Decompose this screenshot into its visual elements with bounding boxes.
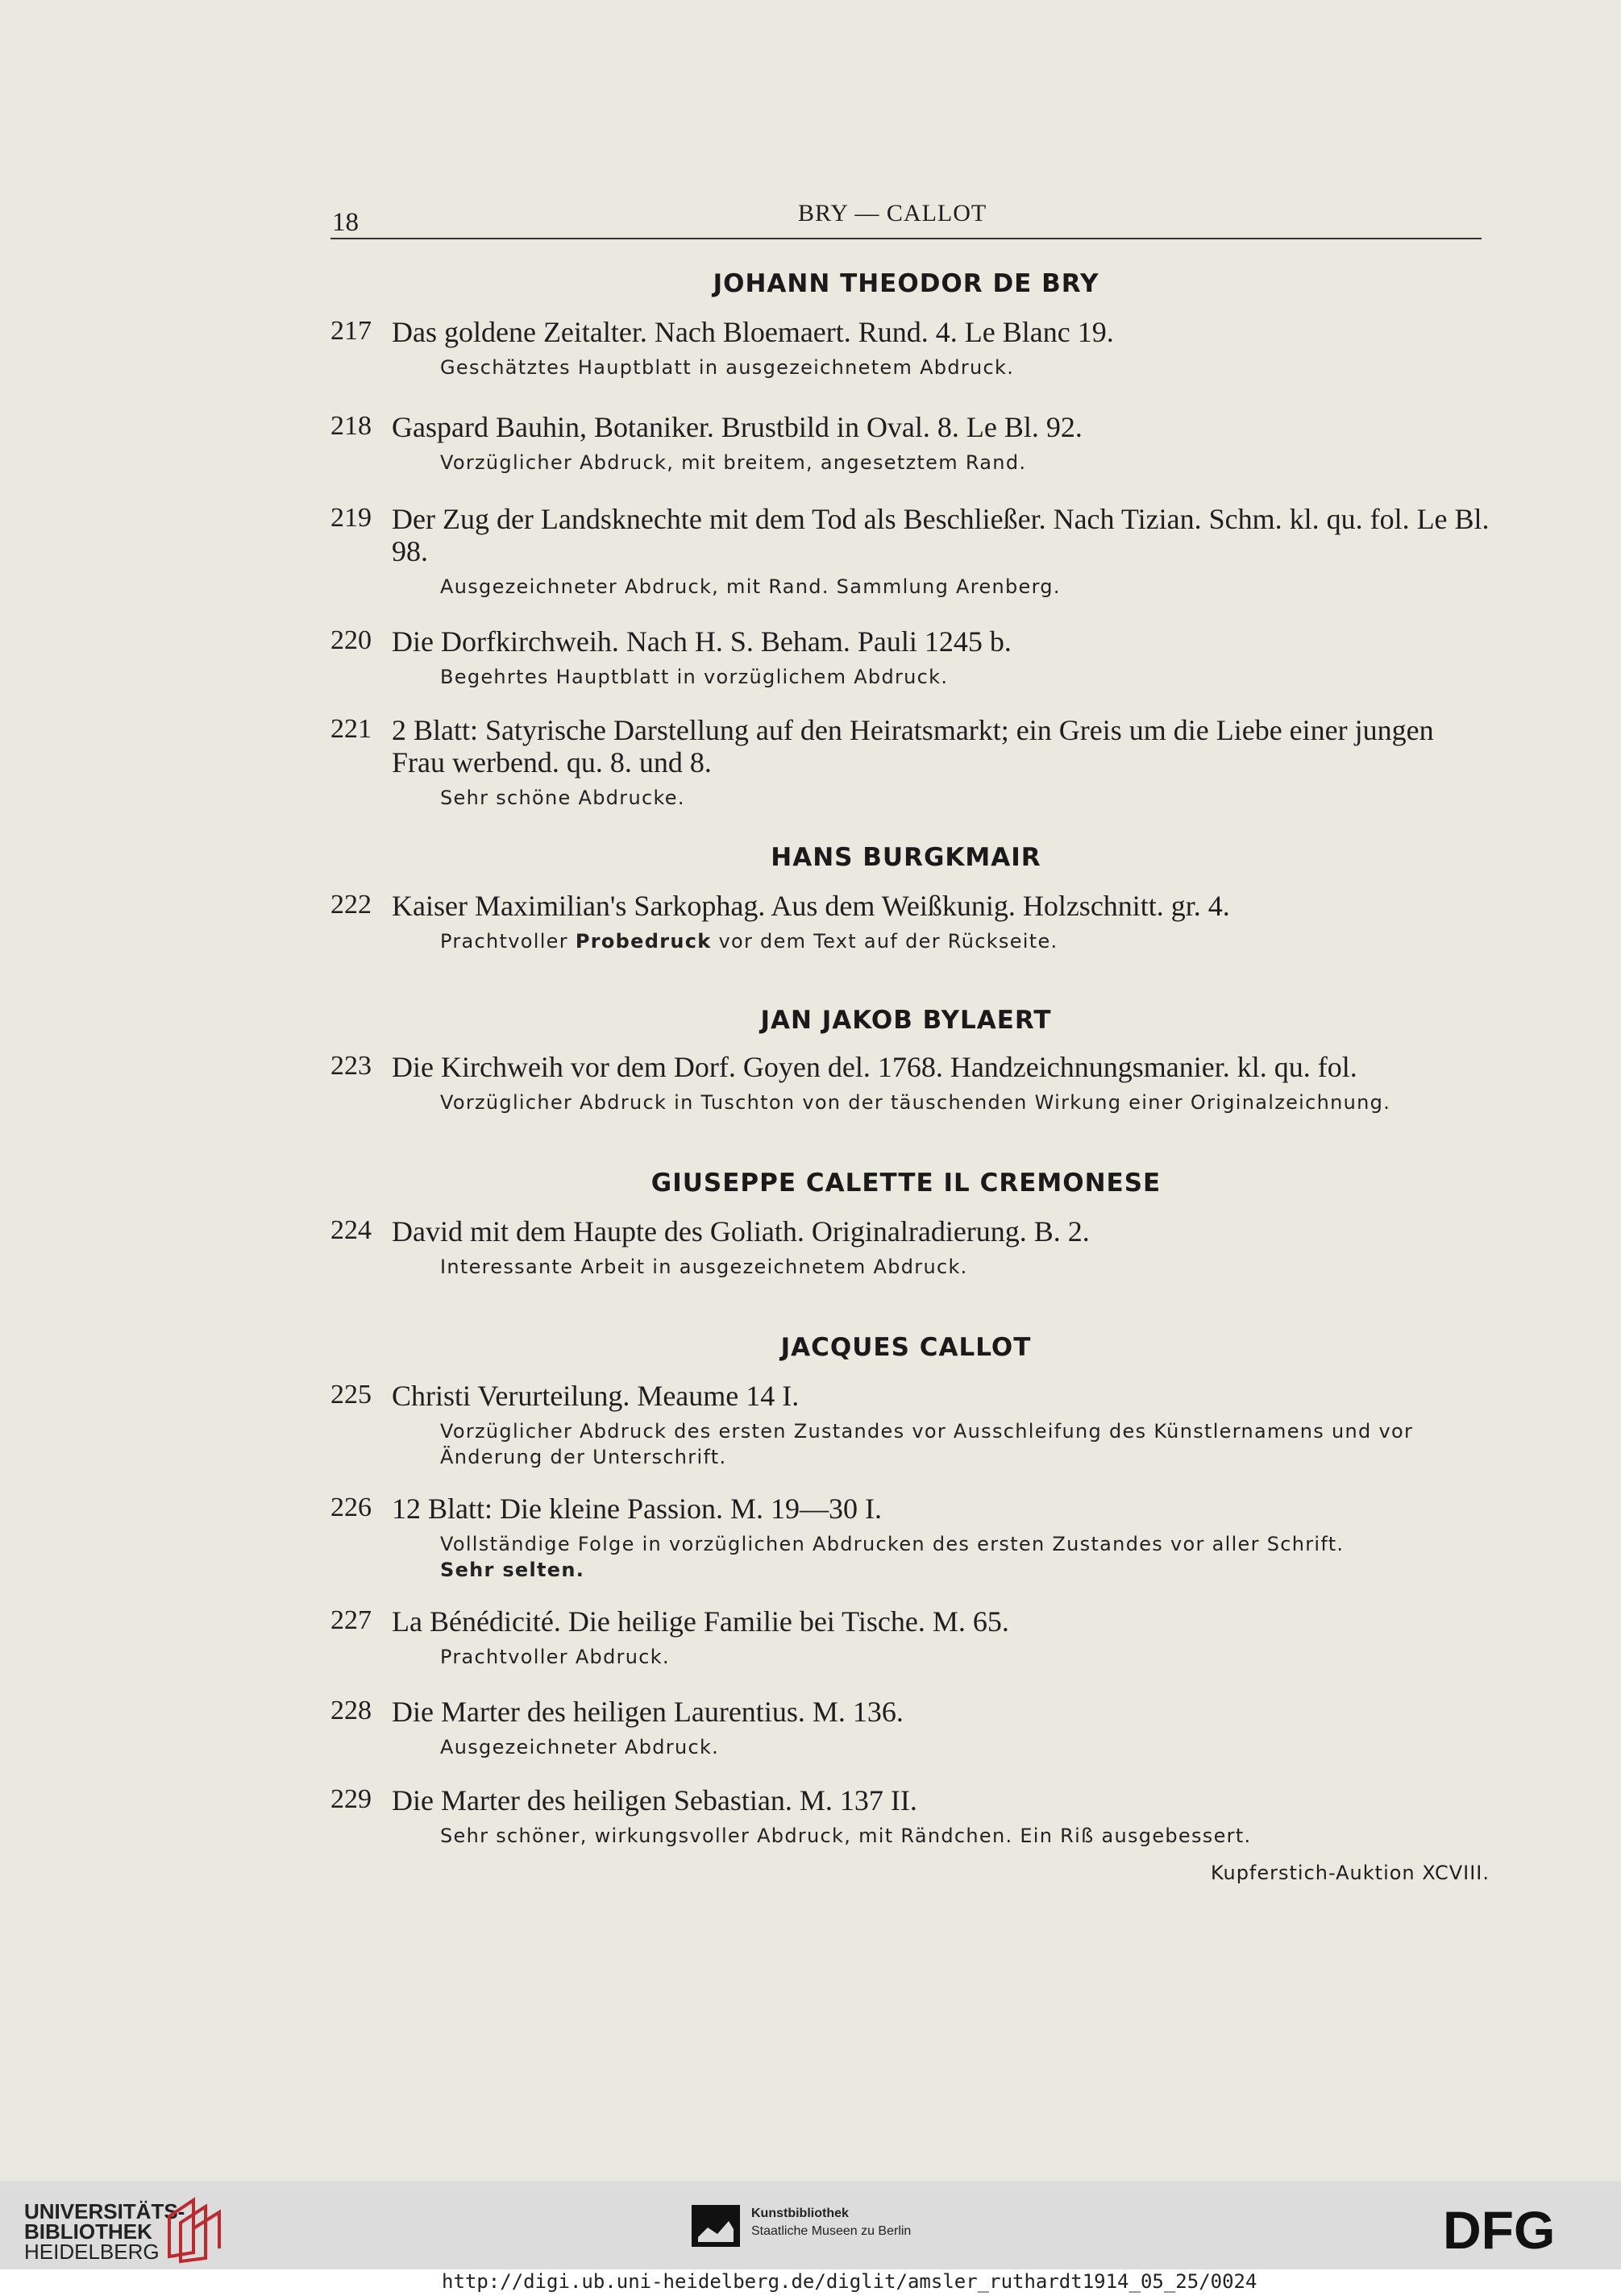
catalog-entry bbox=[330, 1051, 1491, 1115]
entry-title: Das goldene Zeitalter. Nach Bloemaert. Rund. 4. Le Blanc 19. bbox=[392, 316, 1114, 348]
entry-title: Der Zug der Landsknechte mit dem Tod als Beschließer. Nach Tizian. Schm. kl. qu. fol. Le Bl. 98. bbox=[392, 503, 1490, 567]
kb-line-2: Staatliche Museen zu Berlin bbox=[751, 2224, 912, 2238]
entry-number: 223 bbox=[330, 1051, 372, 1081]
ub-heidelberg-logo-icon bbox=[161, 2192, 234, 2265]
permalink-url[interactable]: http://digi.ub.uni-heidelberg.de/diglit/amsler_ruthardt1914_05_25/0024 bbox=[442, 2270, 1257, 2293]
dfg-logo bbox=[1443, 2205, 1600, 2253]
dfg-logo-text: DFG bbox=[1443, 2205, 1556, 2253]
catalog-entry bbox=[330, 714, 1491, 811]
artist-heading-bylaert: JAN JAKOB BYLAERT bbox=[760, 1006, 1052, 1035]
entry-title: Die Marter des heiligen Sebastian. M. 137 II. bbox=[392, 1784, 917, 1816]
entry-note: Vorzüglicher Abdruck in Tuschton von der täuschenden Wirkung einer Originalzeichnung. bbox=[440, 1091, 1391, 1114]
artist-heading-burgkmair: HANS BURGKMAIR bbox=[771, 843, 1041, 872]
entry-number: 220 bbox=[330, 625, 372, 655]
entry-number: 224 bbox=[330, 1215, 372, 1245]
catalog-entry bbox=[330, 1784, 1491, 1849]
entry-note: Vorzüglicher Abdruck des ersten Zustandes vor Ausschleifung des Künstlernamens und vor Änderung der Unterschrift. bbox=[440, 1420, 1414, 1468]
catalog-entry bbox=[330, 890, 1491, 954]
catalog-entry bbox=[330, 1493, 1491, 1583]
entry-number: 222 bbox=[330, 890, 372, 920]
entry-title: David mit dem Haupte des Goliath. Originalradierung. B. 2. bbox=[392, 1215, 1090, 1248]
note-text: Vollständige Folge in vorzüglichen Abdrucken des ersten Zustandes vor aller Schrift. bbox=[440, 1533, 1345, 1555]
artist-heading-callot: JACQUES CALLOT bbox=[780, 1333, 1032, 1362]
catalog-entry bbox=[330, 316, 1491, 380]
entry-title: Die Marter des heiligen Laurentius. M. 136. bbox=[392, 1696, 904, 1728]
entry-title: 2 Blatt: Satyrische Darstellung auf den Heiratsmarkt; ein Greis um die Liebe einer jungen Frau werbend. qu. 8. und 8. bbox=[392, 714, 1434, 778]
entry-title: Gaspard Bauhin, Botaniker. Brustbild in Oval. 8. Le Bl. 92. bbox=[392, 411, 1083, 443]
catalog-entry bbox=[330, 1215, 1491, 1280]
entry-number: 217 bbox=[330, 316, 372, 346]
entry-title: La Bénédicité. Die heilige Familie bei Tische. M. 65. bbox=[392, 1605, 1009, 1638]
artist-heading-calette: GIUSEPPE CALETTE IL CREMONESE bbox=[650, 1169, 1162, 1198]
entry-number: 227 bbox=[330, 1605, 372, 1635]
entry-title: Christi Verurteilung. Meaume 14 I. bbox=[392, 1380, 800, 1412]
entry-note: Vorzüglicher Abdruck, mit breitem, angesetztem Rand. bbox=[440, 451, 1027, 474]
entry-number: 228 bbox=[330, 1696, 372, 1725]
entry-title: Die Kirchweih vor dem Dorf. Goyen del. 1768. Handzeichnungsmanier. kl. qu. fol. bbox=[392, 1051, 1357, 1083]
catalog-entry bbox=[330, 411, 1491, 475]
entry-note bbox=[440, 1531, 1491, 1583]
catalog-footer-note: Kupferstich-Auktion XCVIII. bbox=[1210, 1862, 1490, 1884]
entry-note: Sehr schöne Abdrucke. bbox=[440, 787, 685, 809]
catalog-entry bbox=[330, 1696, 1491, 1760]
entry-number: 226 bbox=[330, 1493, 372, 1522]
entry-note bbox=[440, 928, 1491, 954]
entry-note: Prachtvoller Abdruck. bbox=[440, 1646, 670, 1668]
page-number: 18 bbox=[332, 208, 359, 237]
running-title: BRY — CALLOT bbox=[798, 200, 987, 226]
entry-number: 219 bbox=[330, 503, 372, 533]
entry-note: Begehrtes Hauptblatt in vorzüglichem Abdruck. bbox=[440, 666, 949, 688]
entry-note: Geschätztes Hauptblatt in ausgezeichnetem Abdruck. bbox=[440, 356, 1015, 379]
library-banner bbox=[0, 2181, 1621, 2269]
entry-title: Die Dorfkirchweih. Nach H. S. Beham. Pauli 1245 b. bbox=[392, 625, 1012, 658]
catalog-entry bbox=[330, 625, 1491, 690]
kb-line-1: Kunstbibliothek bbox=[751, 2207, 849, 2220]
catalog-entry bbox=[330, 1605, 1491, 1670]
ub-line-1: UNIVERSITÄTS- bbox=[24, 2199, 185, 2223]
artist-heading-bry: JOHANN THEODOR DE BRY bbox=[713, 269, 1099, 298]
ub-line-2: BIBLIOTHEK bbox=[24, 2219, 152, 2244]
entry-title: Kaiser Maximilian's Sarkophag. Aus dem Weißkunig. Holzschnitt. gr. 4. bbox=[392, 890, 1230, 922]
entry-number: 229 bbox=[330, 1784, 372, 1814]
catalog-entry bbox=[330, 1380, 1491, 1470]
note-text: Prachtvoller bbox=[440, 930, 568, 953]
entry-number: 225 bbox=[330, 1380, 372, 1410]
entry-number: 221 bbox=[330, 714, 372, 744]
note-emphasis: Sehr selten. bbox=[440, 1559, 585, 1581]
entry-note: Ausgezeichneter Abdruck, mit Rand. Sammlung Arenberg. bbox=[440, 575, 1061, 598]
note-text: vor dem Text auf der Rückseite. bbox=[718, 930, 1058, 953]
kunstbibliothek-logo-icon bbox=[692, 2205, 740, 2247]
header-rule bbox=[330, 238, 1482, 239]
entry-note: Interessante Arbeit in ausgezeichnetem Abdruck. bbox=[440, 1256, 968, 1278]
entry-title: 12 Blatt: Die kleine Passion. M. 19—30 I. bbox=[392, 1493, 882, 1525]
entry-note: Ausgezeichneter Abdruck. bbox=[440, 1736, 720, 1758]
ub-line-3: HEIDELBERG bbox=[24, 2240, 160, 2264]
kunstbibliothek-wordmark bbox=[751, 2205, 911, 2240]
entry-number: 218 bbox=[330, 411, 372, 441]
note-emphasis: Probedruck bbox=[575, 930, 712, 953]
entry-note: Sehr schöner, wirkungsvoller Abdruck, mit Rändchen. Ein Riß ausgebessert. bbox=[440, 1825, 1252, 1847]
catalog-entry bbox=[330, 503, 1491, 600]
